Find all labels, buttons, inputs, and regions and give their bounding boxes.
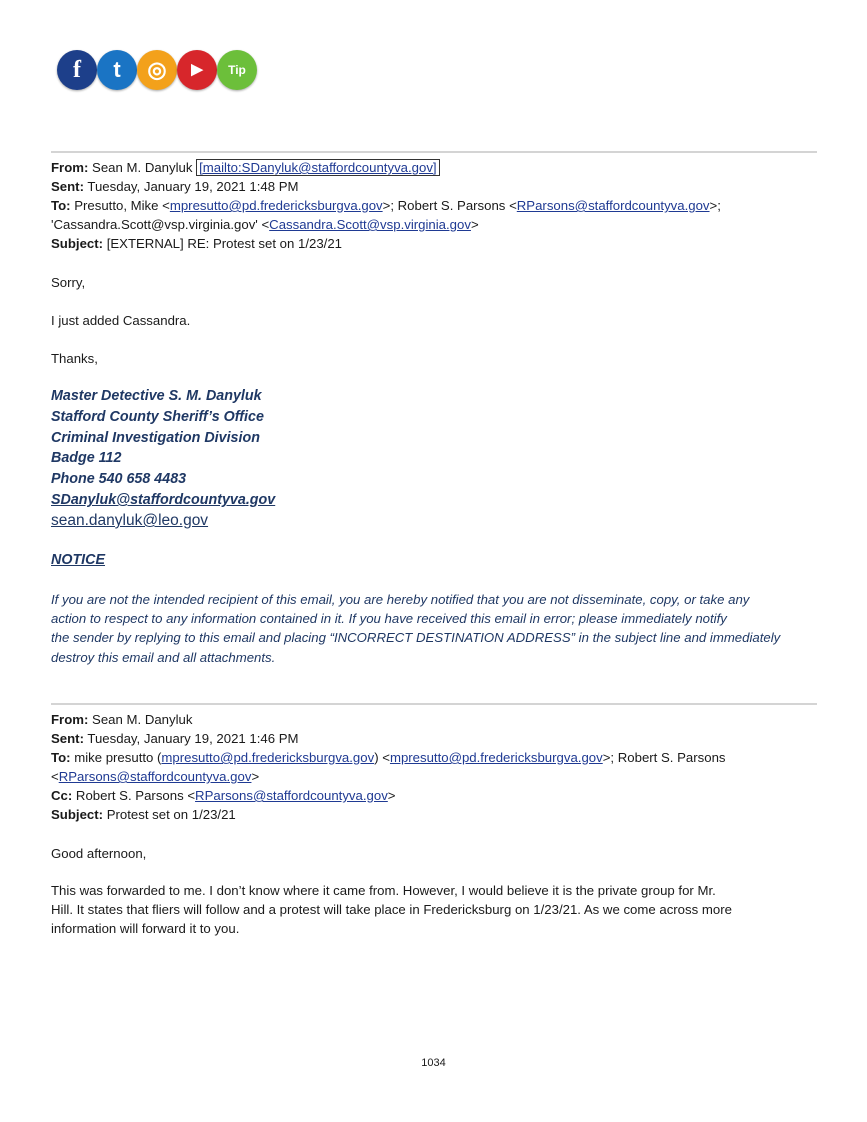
email2-subject: Subject: Protest set on 1/23/21 (51, 807, 236, 822)
signature-badge: Badge 112 (51, 450, 122, 466)
email2-to: To: mike presutto (mpresutto@pd.fredericksburgva.gov) <mpresutto@pd.fredericksburgva.gov>; Robert S. Parsons (51, 750, 726, 765)
email1-subject: Subject: [EXTERNAL] RE: Protest set on 1/23/21 (51, 236, 342, 251)
youtube-icon[interactable]: ▶ (177, 50, 217, 90)
email1-body-line: I just added Cassandra. (51, 313, 191, 328)
email1-body-line: Thanks, (51, 351, 98, 366)
email1-body-line: Sorry, (51, 275, 86, 290)
signature-leo-email-link[interactable]: sean.danyluk@leo.gov (51, 512, 209, 529)
body-line: This was forwarded to me. I don’t know where it came from. However, I would believe it is the private group for Mr. (51, 883, 716, 898)
email1-mailto-link[interactable]: [mailto:SDanyluk@staffordcountyva.gov] (196, 159, 439, 176)
notice-heading: NOTICE (51, 552, 106, 568)
email1-to: To: Presutto, Mike <mpresutto@pd.fredericksburgva.gov>; Robert S. Parsons <RParsons@staffordcountyva.gov>; (51, 198, 721, 213)
notice-text (51, 590, 819, 667)
notice-line: If you are not the intended recipient of this email, you are hereby notified that you are not disseminate, copy, or take any (51, 592, 750, 607)
signature-phone: Phone 540 658 4483 (51, 471, 187, 487)
notice-line: action to respect to any information contained in it. If you have received this email in error; please immediately notify (51, 611, 727, 627)
page-number: 1034 (421, 1057, 446, 1069)
email-link[interactable]: mpresutto@pd.fredericksburgva.gov (389, 750, 603, 765)
email-link[interactable]: Cassandra.Scott@vsp.virginia.gov (269, 217, 471, 232)
email1-to-continued: 'Cassandra.Scott@vsp.virginia.gov' <Cassandra.Scott@vsp.virginia.gov> (51, 217, 479, 232)
signature-email-link[interactable]: SDanyluk@staffordcountyva.gov (51, 492, 276, 508)
notice-line: the sender by replying to this email and placing “INCORRECT DESTINATION ADDRESS” in the subject line and immediately (51, 630, 781, 646)
signature-name: Master Detective S. M. Danyluk (51, 388, 262, 404)
tip-icon[interactable]: Tip (217, 50, 257, 90)
email2-to-continued: <RParsons@staffordcountyva.gov> (51, 769, 260, 784)
twitter-icon[interactable]: t (97, 50, 137, 90)
email-link[interactable]: RParsons@staffordcountyva.gov (58, 769, 252, 784)
email2-sent: Sent: Tuesday, January 19, 2021 1:46 PM (51, 731, 299, 746)
email-divider (51, 703, 817, 705)
body-line: information will forward it to you. (51, 921, 240, 937)
email2-greeting: Good afternoon, (51, 846, 147, 861)
facebook-icon[interactable]: f (57, 50, 97, 90)
email-link[interactable]: mpresutto@pd.fredericksburgva.gov (161, 750, 375, 765)
email-link[interactable]: RParsons@staffordcountyva.gov (516, 198, 710, 213)
email-link[interactable]: RParsons@staffordcountyva.gov (195, 788, 388, 803)
notice-line: destroy this email and all attachments. (51, 649, 276, 665)
email1-sent: Sent: Tuesday, January 19, 2021 1:48 PM (51, 179, 299, 194)
email-link[interactable]: mpresutto@pd.fredericksburgva.gov (169, 198, 383, 213)
instagram-icon[interactable]: ◎ (137, 50, 177, 90)
email2-body (51, 881, 732, 939)
signature-office: Stafford County Sheriff’s Office (51, 409, 264, 425)
email2-from: From: Sean M. Danyluk (51, 712, 193, 727)
email2-cc: Cc: Robert S. Parsons <RParsons@staffordcountyva.gov> (51, 788, 396, 803)
header-divider (51, 151, 817, 153)
email1-from: From: Sean M. Danyluk [mailto:SDanyluk@staffordcountyva.gov] (51, 159, 440, 176)
body-line: Hill. It states that fliers will follow and a protest will take place in Fredericksburg on 1/23/21. As we come across more (51, 902, 732, 918)
signature-division: Criminal Investigation Division (51, 430, 260, 446)
